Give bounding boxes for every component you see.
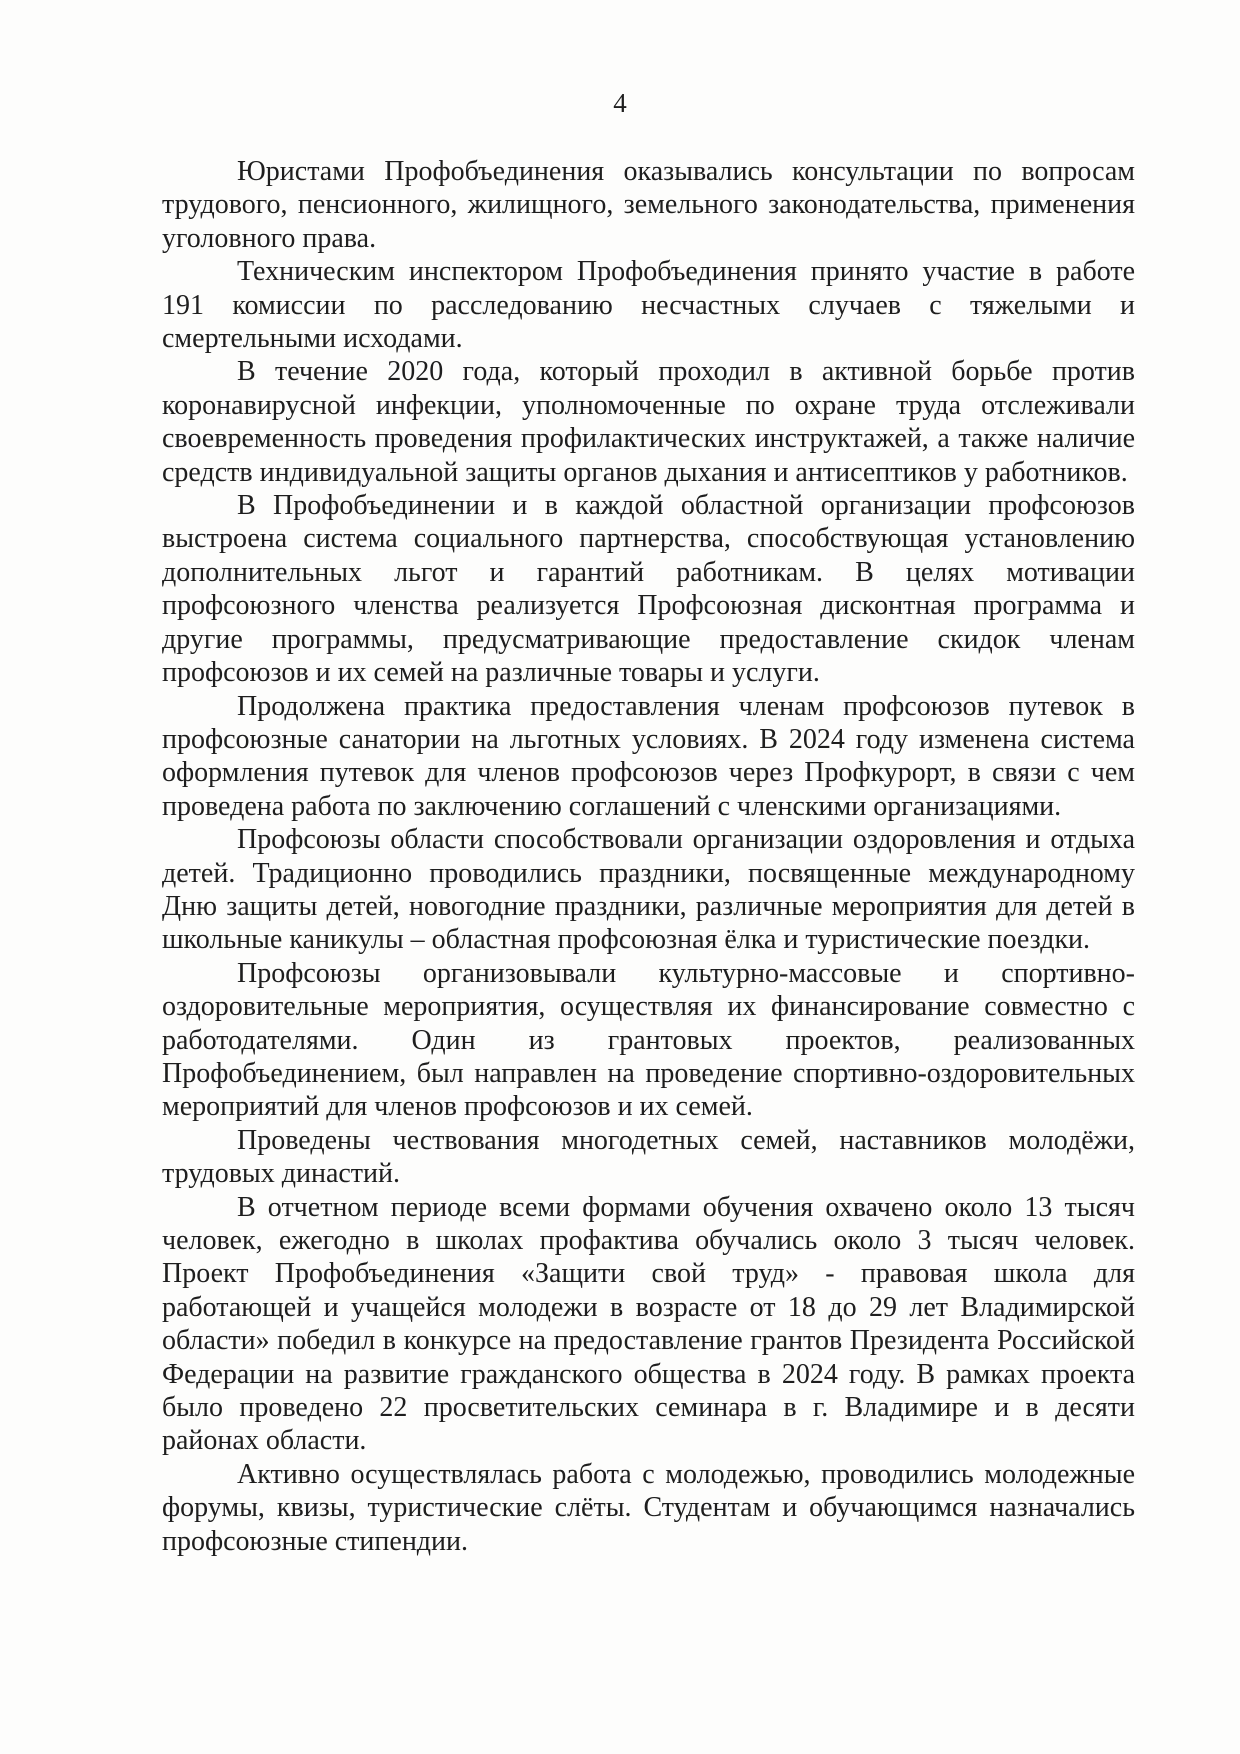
paragraph-cultural-sports-events: Профсоюзы организовывали культурно-массовые и спортивно-оздоровительные мероприятия, осуществляя их финансирование совместно с работодателями. Один из грантовых проектов, реализованных Профобъединением, был направлен на проведение спортивно-оздоровительных мероприятий для членов профсоюзов и их семей. [162,957,1135,1123]
paragraph-legal-consultations: Юристами Профобъединения оказывались консультации по вопросам трудового, пенсионного, жилищного, земельного законодательства, применения уголовного права. [162,156,1135,254]
paragraph-technical-inspector: Техническим инспектором Профобъединения принято участие в работе 191 комиссии по расследованию несчастных случаев с тяжелыми и смертельными исходами. [162,256,1135,355]
paragraph-sanatorium-vouchers: Продолжена практика предоставления членам профсоюзов путевок в профсоюзные санатории на льготных условиях. В 2024 году изменена система оформления путевок для членов профсоюзов через Профкурорт, в связи с чем проведена работа по заключению соглашений с членскими организациями. [162,690,1135,822]
paragraph-training-grants: В отчетном периоде всеми формами обучения охвачено около 13 тысяч человек, ежегодно в школах профактива обучались около 3 тысяч человек. Проект Профобъединения «Защити свой труд» - правовая школа для работающей и учащейся молодежи в возрасте от 18 до 29 лет Владимирской области» победил в конкурсе на предоставление грантов Президента Российской Федерации на развитие гражданского общества в 2024 году. В рамках проекта было проведено 22 просветительских семинара в г. Владимире и в десяти районах области. [162,1191,1135,1457]
document-body [162,155,1135,1558]
page-number: 4 [613,88,627,118]
paragraph-children-recreation: Профсоюзы области способствовали организации оздоровления и отдыха детей. Традиционно проводились праздники, посвященные международному Дню защиты детей, новогодние праздники, различные мероприятия для детей в школьные каникулы – областная профсоюзная ёлка и туристические поездки. [162,824,1135,956]
paragraph-social-partnership: В Профобъединении и в каждой областной организации профсоюзов выстроена система социального партнерства, способствующая установлению дополнительных льгот и гарантий работникам. В целях мотивации профсоюзного членства реализуется Профсоюзная дисконтная программа и другие программы, предусматривающие предоставление скидок членам профсоюзов и их семей на различные товары и услуги. [162,490,1135,689]
paragraph-youth-work: Активно осуществлялась работа с молодежью, проводились молодежные форумы, квизы, туристические слёты. Студентам и обучающимся назначались профсоюзные стипендии. [162,1458,1135,1557]
paragraph-honoring-families: Проведены чествования многодетных семей, наставников молодёжи, трудовых династий. [162,1124,1135,1190]
paragraph-covid-labor-safety: В течение 2020 года, который проходил в активной борьбе против коронавирусной инфекции, уполномоченные по охране труда отслеживали своевременность проведения профилактических инструктажей, а также наличие средств индивидуальной защиты органов дыхания и антисептиков у работников. [162,356,1135,488]
